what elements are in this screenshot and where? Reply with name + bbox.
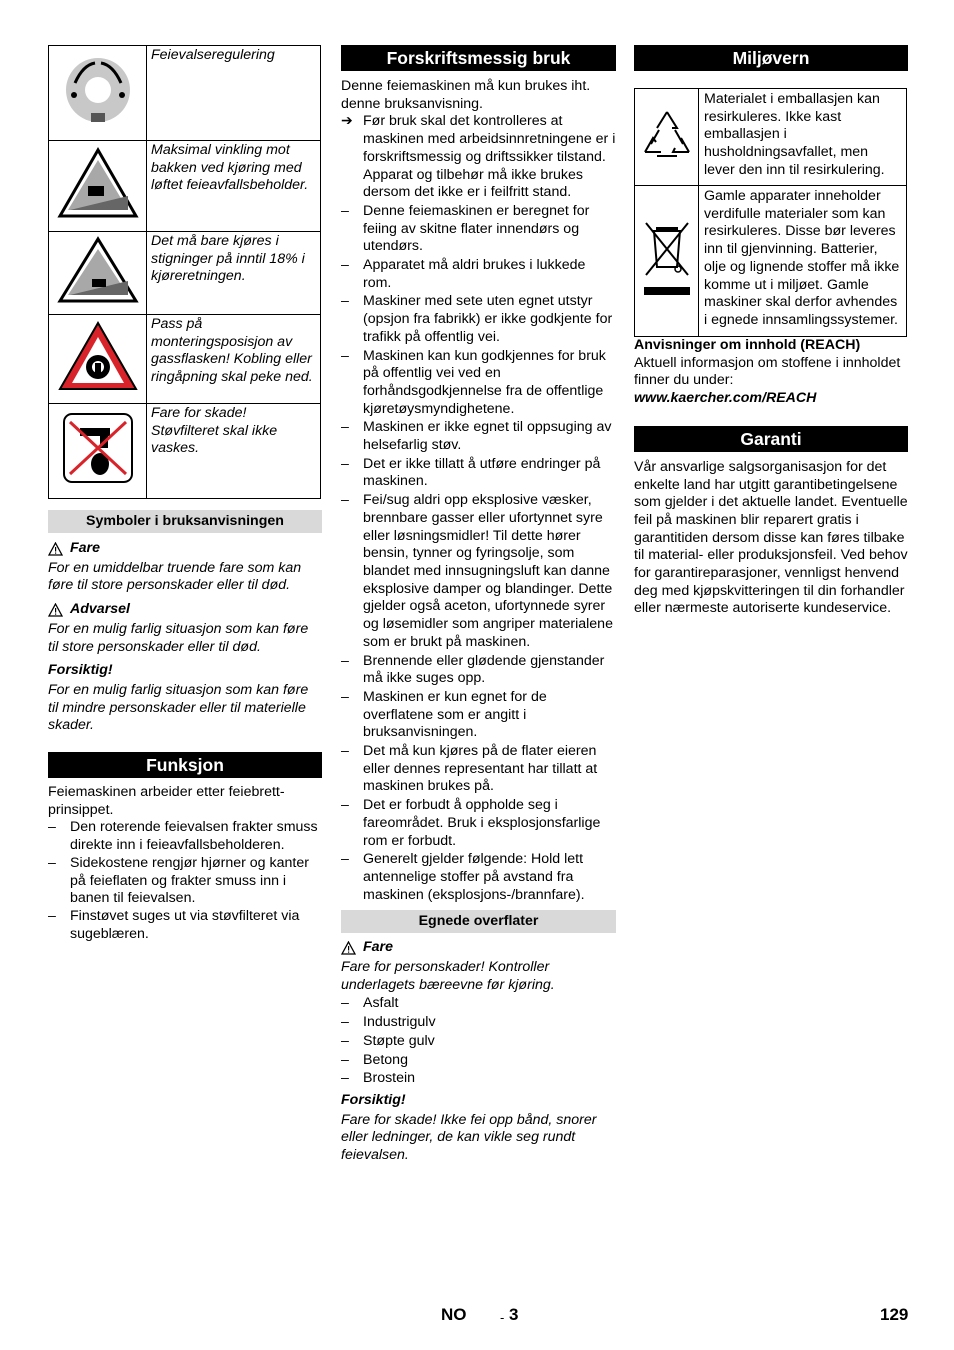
list-item: – Den roterende feievalsen frakter smuss direkte inn i feieavfallsbeholderen. (48, 819, 322, 854)
list-item: – Maskinen kan kun godkjennes for bruk på offentlig vei ved en forhåndsgodkjennelse fra de offentlige kjøretøysmyndighetene. (341, 348, 616, 419)
table-row (49, 46, 321, 141)
warning-line (48, 601, 322, 619)
column-right (634, 45, 908, 618)
surfaces-danger-label: Fare (363, 939, 393, 956)
sweeping-roller-adjust-icon (49, 46, 147, 141)
list-item: – Sidekostene rengjør hjørner og kanter på feieflaten og frakter smuss inn i banen til feievalsen. (48, 855, 322, 908)
intended-use-intro: Denne feiemaskinen må kun brukes iht. denne bruksanvisning. (341, 78, 591, 112)
warning-triangle-icon (341, 941, 357, 955)
footer-section: 3 (509, 1305, 519, 1324)
danger-text: For en umiddelbar truende fare som kan føre til store personskader eller til død. (48, 559, 302, 594)
list-item: – Maskinen er ikke egnet til oppsuging av helsefarlig støv. (341, 419, 616, 454)
environment-heading: Miljøvern (634, 45, 908, 71)
caution-text: For en mulig farlig situasjon som kan føre til mindre personskader eller til materielle skader. (48, 681, 309, 734)
list-item: – Apparatet må aldri brukes i lukkede rom. (341, 257, 616, 292)
crossed-bin-icon (635, 186, 699, 337)
list-item: – Maskinen er kun egnet for de overflatene som er angitt i bruksanvisningen. (341, 689, 616, 742)
no-washing-filter-icon (49, 404, 147, 499)
list-item: – Støpte gulv (341, 1033, 616, 1051)
surfaces-heading: Egnede overflater (341, 910, 616, 933)
symbol-text: Det må bare kjøres i stigninger på inntil 18% i kjøreretningen. (147, 232, 321, 315)
surfaces-danger-text: Fare for personskader! Kontroller underlagets bæreevne før kjøring. (341, 959, 555, 993)
reach-text: Aktuell informasjon om stoffene i innholdet finner du under: (634, 354, 901, 389)
list-item: – Det må kun kjøres på de flater eieren eller dennes representant har tillatt at maskinen brukes på. (341, 743, 616, 796)
list-item: – Det er forbudt å oppholde seg i fareområdet. Bruk i eksplosjonsfarlige rom er forbudt. (341, 797, 616, 850)
list-item: – Brostein (341, 1070, 616, 1088)
list-item: ➔ Før bruk skal det kontrolleres at maskinen med arbeidsinnretningene er i forskriftsmessig og driftssikker tilstand. Apparat og tilbehør må ikke brukes dersom det ikke er i feilfritt stand. (341, 113, 616, 202)
list-item: – Betong (341, 1052, 616, 1070)
reach-heading: Anvisninger om innhold (REACH) (634, 337, 861, 353)
table-row (49, 141, 321, 232)
list-item: – Brennende eller glødende gjenstander må ikke suges opp. (341, 653, 616, 688)
function-intro: Feiemaskinen arbeider etter feiebrett-prinsippet. (48, 784, 285, 818)
surfaces-list (341, 995, 616, 1088)
gas-bottle-warning-icon (49, 315, 147, 404)
intended-use-list (341, 113, 616, 904)
caution-label: Forsiktig! (48, 662, 113, 679)
reach-link[interactable]: www.kaercher.com/REACH (634, 390, 817, 407)
surfaces-caution-text: Fare for skade! Ikke fei opp bånd, snorer eller ledninger, de kan vikle seg rundt feievalsen. (341, 1111, 597, 1164)
function-list (48, 819, 322, 943)
footer-separator: - (500, 1310, 505, 1325)
list-item: – Industrigulv (341, 1014, 616, 1032)
warning-triangle-icon (48, 542, 64, 556)
recycling-icon (635, 89, 699, 186)
table-row (635, 89, 907, 186)
footer-language: NO (441, 1305, 467, 1324)
symbol-text: Feievalseregulering (147, 46, 321, 141)
symbols-heading: Symboler i bruksanvisningen (48, 510, 322, 533)
column-left (48, 45, 322, 943)
warning-label: Advarsel (70, 601, 130, 618)
warning-text: For en mulig farlig situasjon som kan føre til store personskader eller til død. (48, 620, 309, 655)
slope-18-percent-icon (49, 232, 147, 315)
danger-label: Fare (70, 540, 100, 556)
list-item: – Denne feiemaskinen er beregnet for feiing av skitne flater innendørs og utendørs. (341, 203, 616, 256)
warning-triangle-icon (48, 603, 64, 617)
list-item: – Finstøvet suges ut via støvfilteret via sugeblæren. (48, 908, 322, 943)
symbol-text: Pass på monteringsposisjon av gassflasken! Kobling eller ringåpning skal peke ned. (147, 315, 321, 404)
table-row (49, 315, 321, 404)
symbol-text: Maksimal vinkling mot bakken ved kjøring med løftet feieavfallsbeholder. (147, 141, 321, 232)
table-row (49, 232, 321, 315)
page-number: 129 (880, 1305, 909, 1324)
environment-text: Materialet i emballasjen kan resirkuleres. Ikke kast emballasjen i husholdningsavfallet, men lever den inn til resirkulering. (699, 89, 907, 186)
symbols-table (48, 45, 321, 499)
table-row (635, 186, 907, 337)
warranty-heading: Garanti (634, 426, 908, 452)
intended-use-heading: Forskriftsmessig bruk (341, 45, 616, 71)
function-heading: Funksjon (48, 752, 322, 778)
warranty-text: Vår ansvarlige salgsorganisasjon for det enkelte land har utgitt garantibetingelsene som gjelder i det aktuelle landet. Eventuelle feil på maskinen blir reparert gratis i garantitiden dersom disse kan føres tilbake til material- eller produksjonsfeil. Ved behov for garantireparasjoner, vennligst henvend deg med kjøpskvitteringen til din forhandler eller nærmeste autoriserte kundeservice. (634, 458, 908, 617)
list-item: – Det er ikke tillatt å utføre endringer på maskinen. (341, 456, 616, 491)
surfaces-danger-line (341, 939, 616, 957)
list-item: – Generelt gjelder følgende: Hold lett antennelige stoffer på avstand fra maskinen (eksplosjons-/brannfare). (341, 851, 616, 904)
list-item: – Fei/sug aldri opp eksplosive væsker, brennbare gasser eller ufortynnet syre eller løsningsmidler! Til dette hører bensin, tynner og fyringsolje, som blandet med innsugningsluft kan danne eksplosive damper og blandinger. Dette gjelder også aceton, ufortynnede syrer og løsemidler som angriper materialene som er brukt på maskinen. (341, 492, 616, 651)
surfaces-caution-label: Forsiktig! (341, 1091, 406, 1108)
table-row (49, 404, 321, 499)
environment-text: Gamle apparater inneholder verdifulle materialer som kan resirkuleres. Disse bør leveres inn til gjenvinning. Batterier, olje og lignende stoffer må ikke komme ut i miljøet. Gamle maskiner skal derfor avhendes i egnede innsamlingssystemer. (699, 186, 907, 337)
column-middle (341, 45, 616, 1165)
slope-warning-icon (49, 141, 147, 232)
list-item: – Asfalt (341, 995, 616, 1013)
symbol-text: Fare for skade! Støvfilteret skal ikke vaskes. (147, 404, 321, 499)
danger-line (48, 540, 322, 558)
list-item: – Maskiner med sete uten egnet utstyr (opsjon fra fabrikk) er ikke godkjente for trafikk på offentlig vei. (341, 293, 616, 346)
environment-table (634, 88, 907, 337)
